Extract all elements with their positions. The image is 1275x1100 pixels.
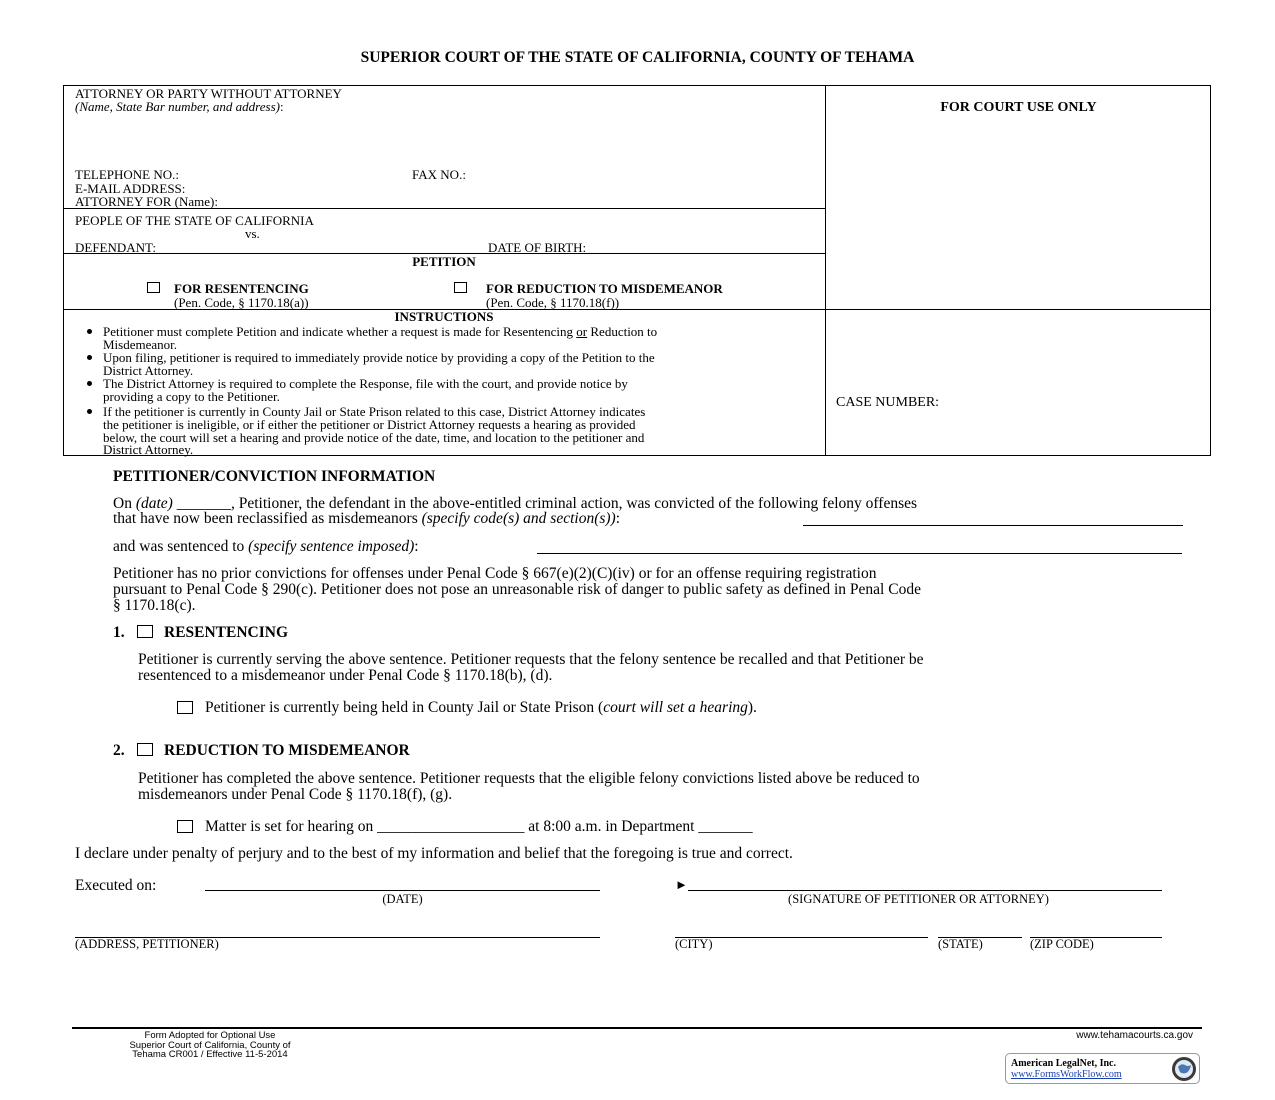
caption-divider <box>825 85 826 456</box>
city-field[interactable] <box>675 937 928 938</box>
sentence-line <box>113 539 419 555</box>
sentence-line-colon: : <box>414 538 419 555</box>
section-1-line-2: resentenced to a misdemeanor under Penal Code § 1170.18(b), (d). <box>138 667 553 684</box>
petition-title: PETITION <box>412 254 476 269</box>
american-legalnet-logo[interactable] <box>1005 1053 1200 1084</box>
hearing-checkbox[interactable] <box>177 820 193 833</box>
conviction-heading: PETITIONER/CONVICTION INFORMATION <box>113 468 436 485</box>
instruction-bullet-3 <box>87 381 92 386</box>
telephone-label: TELEPHONE NO.: <box>75 167 179 182</box>
instruction-bullet-4 <box>87 409 92 414</box>
instruction-4-line-2: the petitioner is ineligible, or if either the petitioner or District Attorney requests a hearing as provided <box>103 417 636 432</box>
instruction-4-line-4: District Attorney. <box>103 442 194 457</box>
logo-website-link[interactable]: www.FormsWorkFlow.com <box>1011 1069 1122 1080</box>
footer-line-1: Form Adopted for Optional Use <box>144 1030 276 1041</box>
conviction-on: On <box>113 495 136 512</box>
instruction-1-text-a: Petitioner must complete Petition and indicate whether a request is made for Resentencing <box>103 324 577 339</box>
instruction-bullet-1 <box>87 329 92 334</box>
held-in-custody-a: Petitioner is currently being held in County Jail or State Prison ( <box>205 699 604 716</box>
resentencing-option-code: (Pen. Code, § 1170.18(a)) <box>174 295 309 310</box>
state-caption: (STATE) <box>938 937 983 951</box>
section-1-title: RESENTENCING <box>164 624 289 641</box>
date-caption: (DATE) <box>382 892 423 906</box>
declaration-text: I declare under penalty of perjury and to the best of my information and belief that the foregoing is true and correct. <box>75 845 793 862</box>
fax-label: FAX NO.: <box>412 167 466 182</box>
court-title: SUPERIOR COURT OF THE STATE OF CALIFORNIA, COUNTY OF TEHAMA <box>360 49 915 66</box>
instruction-3-line-1: The District Attorney is required to complete the Response, file with the court, and provide notice by <box>103 376 628 391</box>
held-in-custody-hint: court will set a hearing <box>603 699 748 716</box>
defendant-label: DEFENDANT: <box>75 240 156 255</box>
resentencing-checkbox[interactable] <box>147 282 160 293</box>
hearing-label: Matter is set for hearing on ___________________ at 8:00 a.m. in Department _______ <box>205 818 753 835</box>
attorney-heading: ATTORNEY OR PARTY WITHOUT ATTORNEY <box>75 86 342 101</box>
dob-label: DATE OF BIRTH: <box>488 240 587 255</box>
signature-caption: (SIGNATURE OF PETITIONER OR ATTORNEY) <box>788 892 1049 906</box>
held-in-custody-label <box>205 700 757 716</box>
section-2-line-1: Petitioner has completed the above sentence. Petitioner requests that the eligible felony convictions listed above be reduced to <box>138 770 920 787</box>
reduction-checkbox[interactable] <box>454 282 467 293</box>
instruction-bullet-2 <box>87 355 92 360</box>
logo-company-name: American LegalNet, Inc. <box>1011 1058 1116 1069</box>
conviction-line-2-colon: : <box>615 510 621 527</box>
globe-icon <box>1171 1056 1197 1082</box>
executed-on-label: Executed on: <box>75 877 157 894</box>
section-1-line-1: Petitioner is currently serving the above sentence. Petitioner requests that the felony sentence be recalled and that Petitioner be <box>138 651 924 668</box>
footer-rule <box>72 1027 1202 1029</box>
footer-form-info <box>92 1031 328 1060</box>
section-1-number: 1. <box>113 624 125 641</box>
case-number-label: CASE NUMBER: <box>836 395 940 410</box>
people-label: PEOPLE OF THE STATE OF CALIFORNIA <box>75 213 314 228</box>
prior-convictions-line-1: Petitioner has no prior convictions for offenses under Penal Code § 667(e)(2)(C)(iv) or for an offense requiring registration <box>113 565 877 582</box>
reduction-option-code: (Pen. Code, § 1170.18(f)) <box>486 295 620 310</box>
conviction-date-hint: (date) <box>135 495 173 512</box>
sentence-line-hint: (specify sentence imposed) <box>248 538 415 555</box>
instruction-1-line-1 <box>103 325 657 338</box>
court-use-label: FOR COURT USE ONLY <box>940 100 1097 115</box>
section-2-number: 2. <box>113 742 125 759</box>
instruction-1-text-b: Reduction to <box>587 324 658 339</box>
signature-arrow-icon: ► <box>675 877 688 892</box>
address-caption: (ADDRESS, PETITIONER) <box>75 937 219 951</box>
attorney-for-label: ATTORNEY FOR (Name): <box>75 194 218 209</box>
instruction-1-line-2: Misdemeanor. <box>103 337 178 352</box>
conviction-line-2 <box>113 511 620 527</box>
zip-caption: (ZIP CODE) <box>1030 937 1094 951</box>
attorney-subheading-text: (Name, State Bar number, and address) <box>75 99 280 114</box>
reduction-option-label: FOR REDUCTION TO MISDEMEANOR <box>486 281 723 296</box>
section-2-line-2: misdemeanors under Penal Code § 1170.18(f), (g). <box>138 786 453 803</box>
held-in-custody-checkbox[interactable] <box>177 701 193 714</box>
conviction-line-2-a: that have now been reclassified as misdemeanors <box>113 510 422 527</box>
instruction-2-line-1: Upon filing, petitioner is required to immediately provide notice by providing a copy of the Petition to the <box>103 350 655 365</box>
vs-label: vs. <box>245 226 260 241</box>
offenses-field[interactable] <box>803 525 1183 526</box>
instruction-4-line-3: below, the court will set a hearing and provide notice of the date, time, and location to the petitioner and <box>103 430 645 445</box>
city-caption: (CITY) <box>675 937 713 951</box>
email-label: E-MAIL ADDRESS: <box>75 181 186 196</box>
date-field[interactable] <box>205 890 600 891</box>
footer-line-2: Superior Court of California, County of <box>129 1039 291 1051</box>
instruction-4-line-1: If the petitioner is currently in County Jail or State Prison related to this case, District Attorney indicates <box>103 404 646 419</box>
signature-field[interactable] <box>688 890 1162 891</box>
instructions-title: INSTRUCTIONS <box>394 309 494 324</box>
section-2-checkbox[interactable] <box>137 743 153 756</box>
footer-line-3: Tehama CR001 / Effective 11-5-2014 <box>132 1049 288 1060</box>
conviction-line-2-hint: (specify code(s) and section(s)) <box>421 510 616 527</box>
court-website-link[interactable]: www.tehamacourts.ca.gov <box>1076 1030 1193 1041</box>
conviction-line-1-rest: _______, Petitioner, the defendant in the above-entitled criminal action, was convicted of the following felony offenses <box>172 495 918 512</box>
section-2-title: REDUCTION TO MISDEMEANOR <box>164 742 410 759</box>
instruction-2-line-2: District Attorney. <box>103 363 194 378</box>
attorney-subheading <box>75 100 284 113</box>
instruction-1-or: or <box>576 324 588 339</box>
instruction-3-line-2: providing a copy to the Petitioner. <box>103 389 280 404</box>
prior-convictions-line-3: § 1170.18(c). <box>113 597 196 614</box>
sentence-line-a: and was sentenced to <box>113 538 249 555</box>
attorney-subheading-colon: : <box>279 99 284 114</box>
sentence-field[interactable] <box>537 553 1182 554</box>
prior-convictions-line-2: pursuant to Penal Code § 290(c). Petitioner does not pose an unreasonable risk of danger to public safety as defined in Penal Code <box>113 581 921 598</box>
held-in-custody-c: ). <box>747 699 757 716</box>
resentencing-option-label: FOR RESENTENCING <box>174 281 309 296</box>
section-1-checkbox[interactable] <box>137 625 153 638</box>
